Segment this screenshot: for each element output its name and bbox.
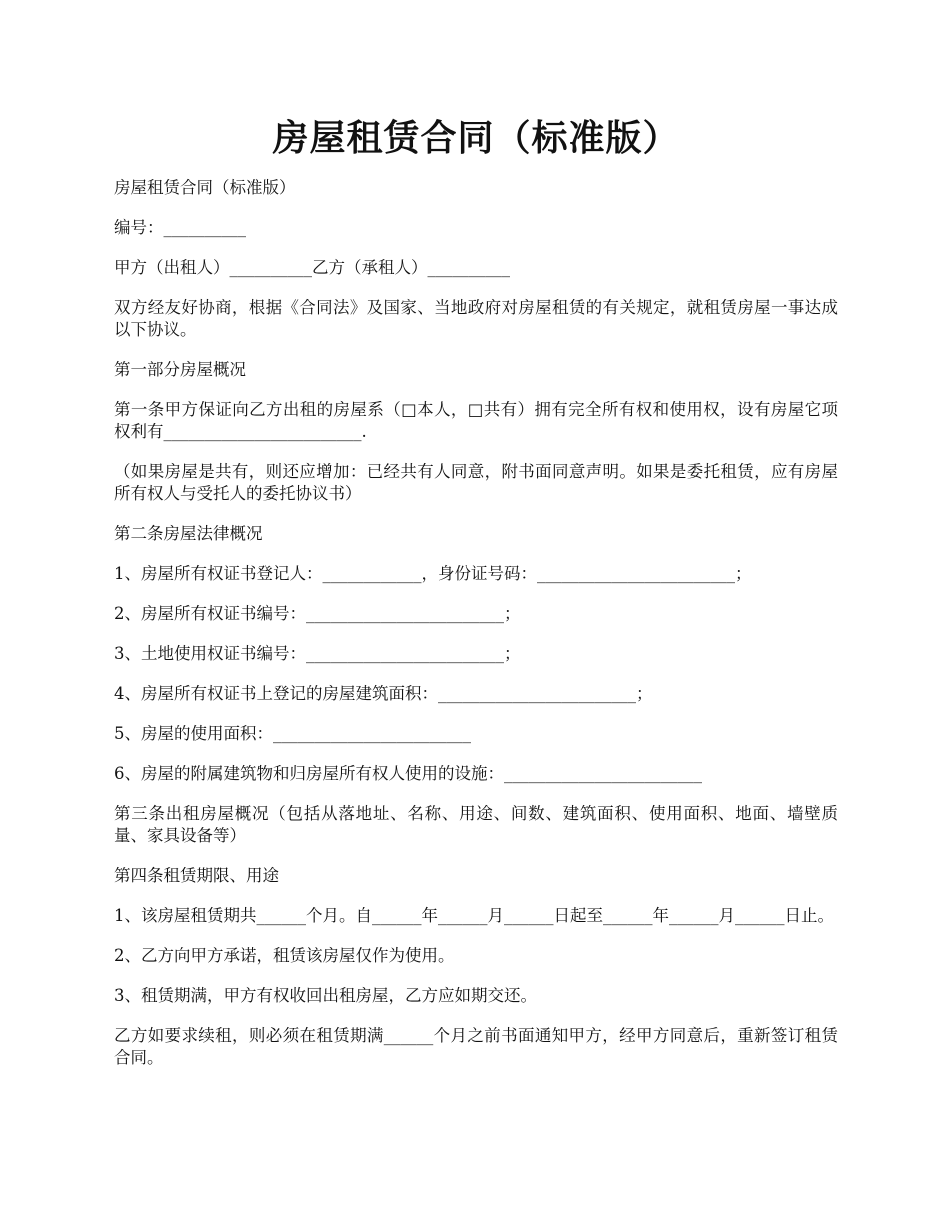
clause-2-4: 4、房屋所有权证书上登记的房屋建筑面积：________________________； xyxy=(114,684,653,703)
section-heading-part-one: 第一部分房屋概况 xyxy=(114,360,246,379)
article-two-heading: 第二条房屋法律概况 xyxy=(114,524,263,543)
article-four-heading: 第四条租赁期限、用途 xyxy=(114,866,279,885)
parties-line: 甲方（出租人）__________乙方（承租人）__________ xyxy=(114,258,510,277)
clause-4-3: 3、租赁期满，甲方有权收回出租房屋，乙方应如期交还。 xyxy=(114,986,537,1005)
document-body xyxy=(114,177,838,1069)
article-one-paragraph: 第一条甲方保证向乙方出租的房屋系（□本人，□共有）拥有完全所有权和使用权，设有房屋它项权利有________________________. xyxy=(114,400,838,441)
clause-4-1: 1、该房屋租赁期共______个月。自______年______月______日起至______年______月______日止。 xyxy=(114,906,834,925)
preamble-paragraph: 双方经友好协商，根据《合同法》及国家、当地政府对房屋租赁的有关规定，就租赁房屋一事达成以下协议。 xyxy=(114,298,838,339)
clause-2-2: 2、房屋所有权证书编号：________________________； xyxy=(114,604,521,623)
article-three-paragraph: 第三条出租房屋概况（包括从落地址、名称、用途、间数、建筑面积、使用面积、地面、墙壁质量、家具设备等） xyxy=(114,804,838,845)
document-title: 房屋租赁合同（标准版） xyxy=(272,117,680,159)
clause-2-1: 1、房屋所有权证书登记人：____________，身份证号码：________________________； xyxy=(114,564,752,583)
renewal-paragraph: 乙方如要求续租，则必须在租赁期满______个月之前书面通知甲方，经甲方同意后，重新签订租赁合同。 xyxy=(114,1026,838,1067)
clause-4-2: 2、乙方向甲方承诺，租赁该房屋仅作为使用。 xyxy=(114,946,455,965)
contract-number-line: 编号：__________ xyxy=(114,218,246,237)
clause-2-6: 6、房屋的附属建筑物和归房屋所有权人使用的设施：________________________ xyxy=(114,764,702,783)
subtitle-paragraph: 房屋租赁合同（标准版） xyxy=(114,178,296,197)
clause-2-3: 3、土地使用权证书编号：________________________； xyxy=(114,644,521,663)
co-ownership-note: （如果房屋是共有，则还应增加：已经共有人同意，附书面同意声明。如果是委托租赁，应有房屋所有权人与受托人的委托协议书） xyxy=(114,462,838,503)
clause-2-5: 5、房屋的使用面积：________________________ xyxy=(114,724,471,743)
